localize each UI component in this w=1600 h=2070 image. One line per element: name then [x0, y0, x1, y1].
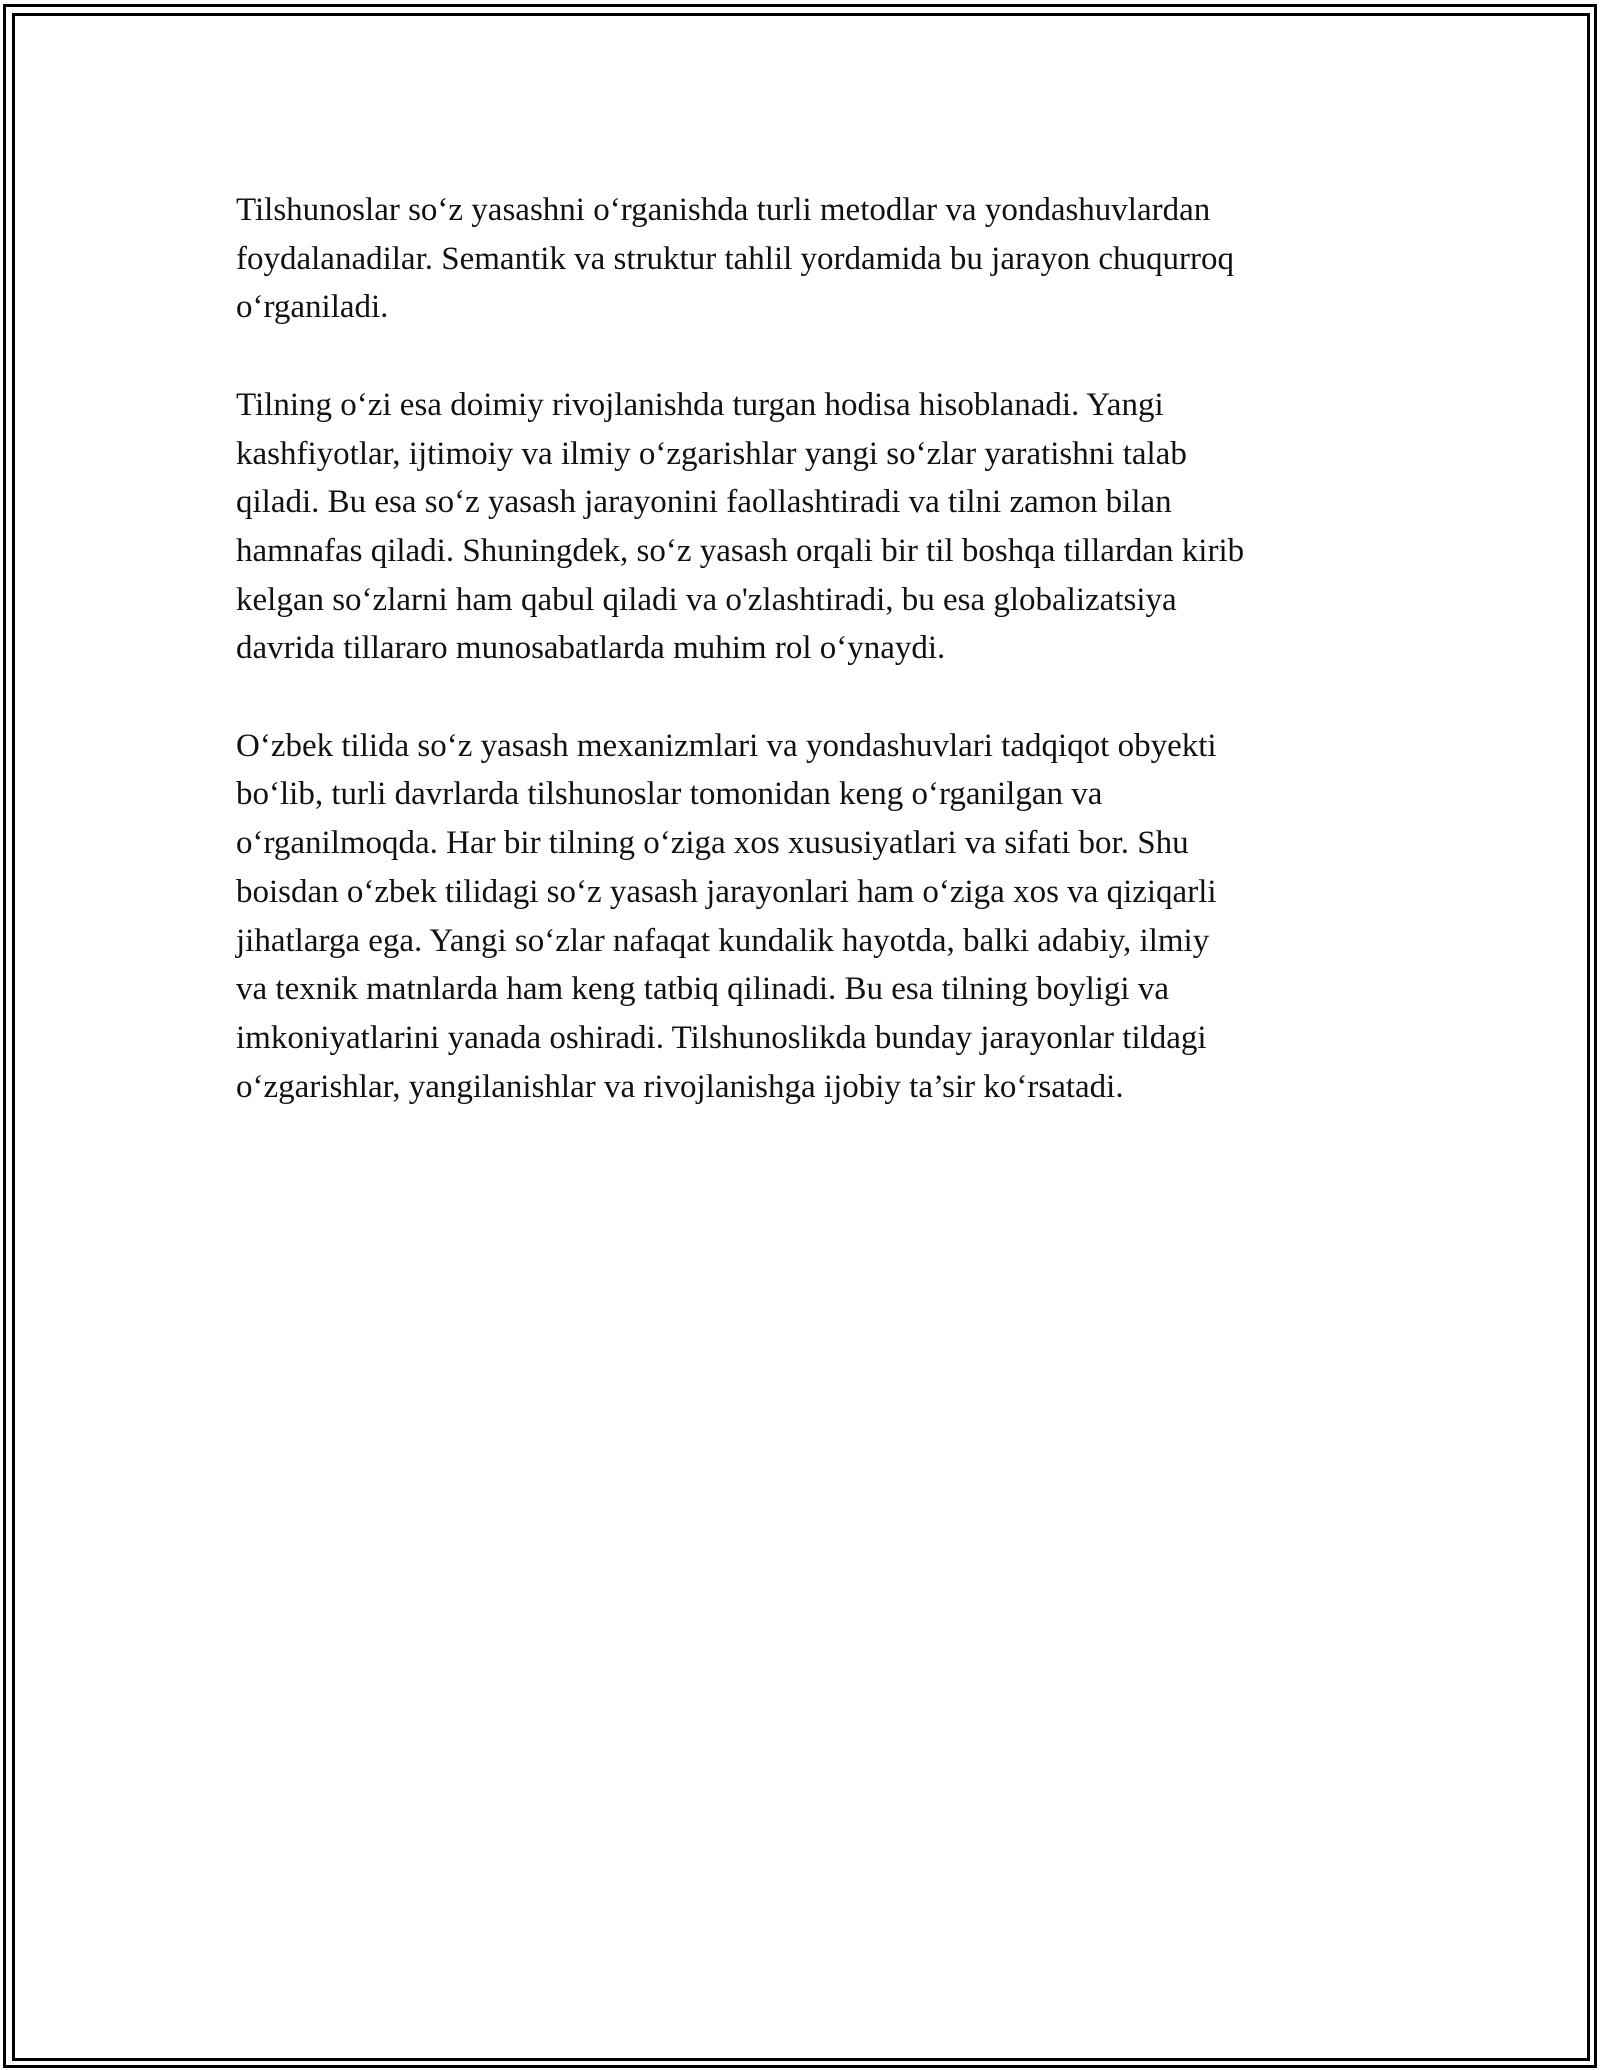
- document-body: [236, 186, 1376, 1160]
- paragraph-1: Tilshunoslar so‘z yasashni o‘rganishda turli metodlar va yondashuvlardan foydalanadilar. Semantik va struktur tahlil yordamida bu jarayon chuqurroq o‘rganiladi.: [236, 192, 1234, 326]
- paragraph-2: Tilning o‘zi esa doimiy rivojlanishda turgan hodisa hisoblanadi. Yangi kashfiyotlar, ijtimoiy va ilmiy o‘zgarishlar yangi so‘zlar yaratishni talab qiladi. Bu esa so‘z yasash jarayonini faollashtiradi va tilni zamon bilan hamnafas qiladi. Shuningdek, so‘z yasash orqali bir til boshqa tillardan kirib kelgan so‘zlarni ham qabul qiladi va o'zlashtiradi, bu esa globalizatsiya davrida tillararo munosabatlarda muhim rol o‘ynaydi.: [236, 386, 1245, 667]
- paragraph-3: O‘zbek tilida so‘z yasash mexanizmlari va yondashuvlari tadqiqot obyekti bo‘lib, turli davrlarda tilshunoslar tomonidan keng o‘rganilgan va o‘rganilmoqda. Har bir tilning o‘ziga xos xususiyatlari va sifati bor. Shu boisdan o‘zbek tilidagi so‘z yasash jarayonlari ham o‘ziga xos va qiziqarli jihatlarga ega. Yangi so‘zlar nafaqat kundalik hayotda, balki adabiy, ilmiy va texnik matnlarda ham keng tatbiq qilinadi. Bu esa tilning boyligi va imkoniyatlarini yanada oshiradi. Tilshunoslikda bunday jarayonlar tildagi o‘zgarishlar, yangilanishlar va rivojlanishga ijobiy ta’sir ko‘rsatadi.: [236, 727, 1217, 1105]
